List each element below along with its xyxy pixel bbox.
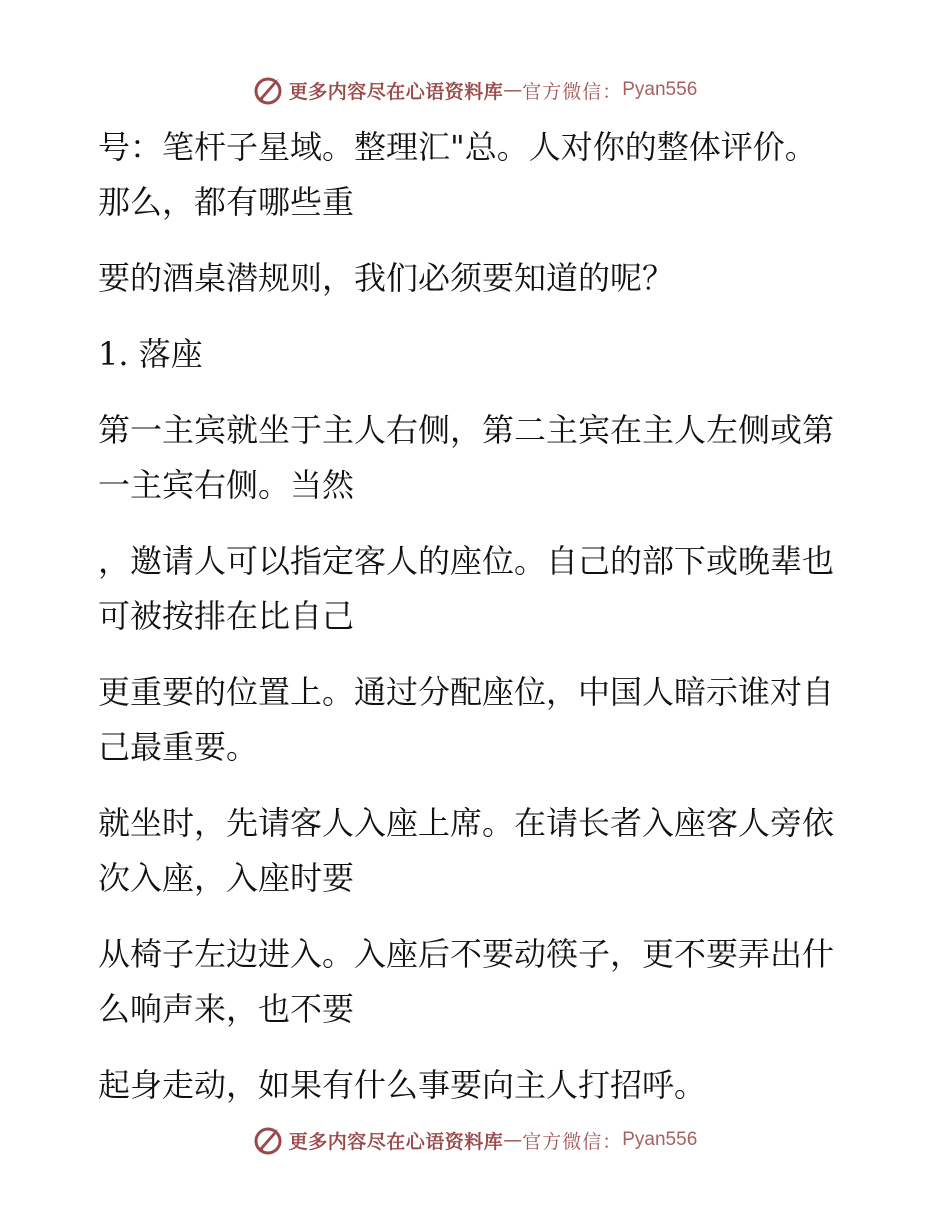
paragraph-7: 就坐时，先请客人入座上席。在请长者入座客人旁依次入座，入座时要	[98, 804, 835, 897]
paragraph-2: 要的酒桌潜规则，我们必须要知道的呢？	[98, 259, 675, 297]
paragraph-3: 1. 落座	[98, 335, 203, 373]
header-banner-label: 官方微信：	[522, 80, 623, 103]
header-banner-dash: —	[503, 79, 523, 101]
paragraph-4: 第一主宾就坐于主人右侧，第二主宾在主人左侧或第一主宾右侧。当然	[98, 411, 835, 504]
header-banner-text: 更多内容尽在心语资料库	[288, 80, 504, 103]
paragraph-6: 更重要的位置上。通过分配座位，中国人暗示谁对自己最重要。	[98, 673, 835, 766]
header-banner-id: Pyan556	[622, 79, 698, 100]
paragraph-1: 号：笔杆子星域。整理汇"总。人对你的整体评价。那么，都有哪些重	[98, 128, 817, 221]
header-banner	[0, 70, 950, 110]
brush-logo-icon	[253, 75, 283, 105]
paragraph-5: ，邀请人可以指定客人的座位。自己的部下或晚辈也可被按排在比自己	[98, 542, 835, 635]
footer-banner-label: 官方微信：	[522, 1130, 623, 1153]
footer-banner-id: Pyan556	[622, 1129, 698, 1150]
document-body	[98, 120, 838, 1134]
footer-banner-dash: —	[503, 1129, 523, 1151]
paragraph-9: 起身走动，如果有什么事要向主人打招呼。	[98, 1066, 707, 1104]
footer-banner-text: 更多内容尽在心语资料库	[288, 1130, 504, 1153]
footer-banner	[0, 1120, 950, 1160]
paragraph-8: 从椅子左边进入。入座后不要动筷子，更不要弄出什么响声来，也不要	[98, 935, 835, 1028]
brush-logo-icon	[253, 1125, 283, 1155]
